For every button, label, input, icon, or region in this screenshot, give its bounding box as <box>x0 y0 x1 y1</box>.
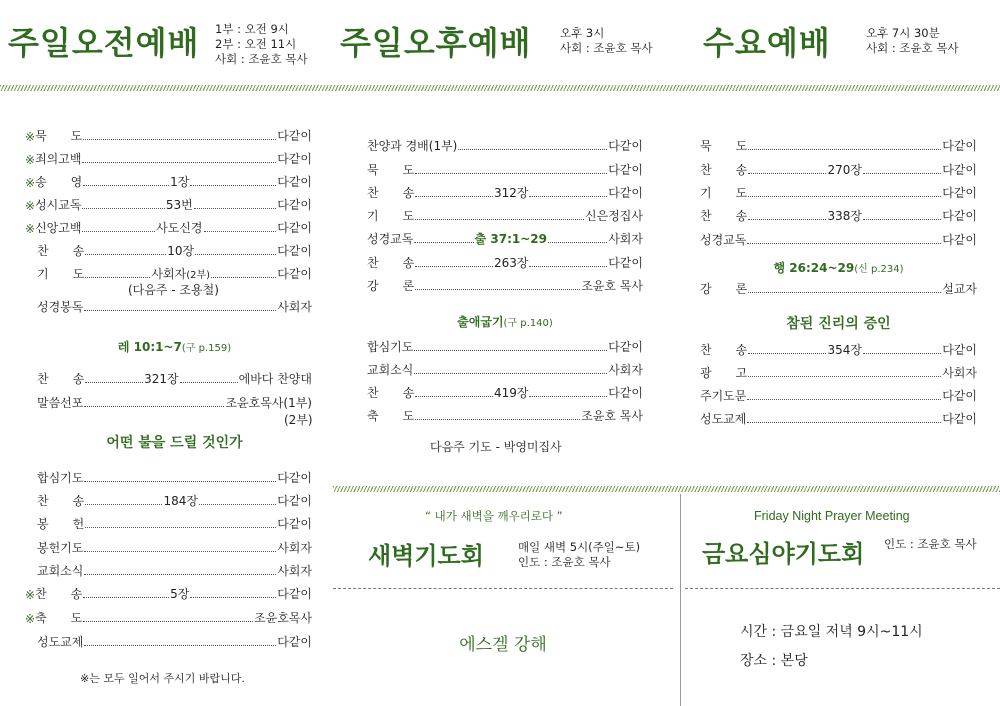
row-label: 묵 도 <box>700 139 748 153</box>
order-row <box>25 586 312 602</box>
row-value: 다같이 <box>608 163 643 177</box>
row-detail: 출 37:1~29 <box>474 232 547 246</box>
row-detail: 312장 <box>493 186 529 200</box>
info-line: 2부 : 오전 11시 <box>215 37 297 51</box>
order-row <box>367 138 643 154</box>
wednesday-sermon-title: 참된 진리의 증인 <box>786 316 891 332</box>
book-page: (구 p.140) <box>503 318 553 329</box>
row-value: 다같이 <box>277 267 313 281</box>
row-label: 성도교제 <box>700 412 747 426</box>
row-label: 찬 송 <box>700 343 748 357</box>
standing-footnote: ※는 모두 일어서 주시기 바랍니다. <box>80 672 245 685</box>
friday-leader: 인도 : 조윤호 목사 <box>884 537 977 551</box>
row-label: 찬 송 <box>35 587 83 601</box>
order-row <box>37 299 312 315</box>
book-name: 출애굽기 <box>457 315 504 329</box>
order-row <box>700 365 977 381</box>
row-label: 강 론 <box>700 282 748 296</box>
row-label: 묵 도 <box>367 163 415 177</box>
order-row <box>700 281 977 297</box>
morning-scripture <box>37 338 312 355</box>
order-row <box>37 395 312 411</box>
row-label: 합심기도 <box>37 471 84 485</box>
row-value: 다같이 <box>277 221 312 235</box>
order-row <box>367 339 643 355</box>
info-line: 사회 : 조윤호 목사 <box>866 41 959 55</box>
row-label: 성경교독 <box>700 233 747 247</box>
order-row <box>37 371 312 387</box>
row-detail-text: 사회자 <box>151 267 187 281</box>
row-value: 조윤호목사(1부) <box>225 396 312 410</box>
row-label: 교회소식 <box>37 564 84 578</box>
info-line: 사회 : 조윤호 목사 <box>215 52 308 66</box>
row-label: 찬 송 <box>700 163 748 177</box>
order-row <box>700 342 977 358</box>
wednesday-service-info <box>866 26 959 56</box>
stand-mark: ※ <box>25 612 36 626</box>
row-label: 기 도 <box>700 186 748 200</box>
order-row <box>37 266 312 282</box>
row-value: 사회자 <box>277 564 312 578</box>
row-label: 성도교제 <box>37 635 84 649</box>
order-row <box>700 388 977 404</box>
morning-service-title: 주일오전예배 <box>8 24 200 62</box>
row-label: 축 도 <box>35 611 83 625</box>
row-value: 설교자 <box>942 282 977 296</box>
row-value: 조윤호 목사 <box>581 279 643 293</box>
order-row <box>367 185 643 201</box>
row-value: 다같이 <box>277 244 312 258</box>
row-value: 조윤호 목사 <box>581 409 643 423</box>
row-label: 강 론 <box>367 279 415 293</box>
sermon-note: (2부) <box>284 413 313 427</box>
order-row <box>700 138 977 154</box>
row-value: 다같이 <box>277 129 312 143</box>
row-label: 찬 송 <box>367 186 415 200</box>
order-row <box>367 255 643 271</box>
row-detail: 53번 <box>165 198 193 212</box>
row-detail <box>151 265 210 282</box>
row-value: 사회자 <box>608 363 643 377</box>
order-row <box>37 470 312 486</box>
row-value: 다같이 <box>942 163 977 177</box>
row-value: 사회자 <box>277 541 312 555</box>
row-value: 다같이 <box>608 386 643 400</box>
row-value: 다같이 <box>942 233 977 247</box>
info-line: 인도 : 조윤호 목사 <box>518 555 611 569</box>
row-value: 사회자 <box>942 366 977 380</box>
stand-mark: ※ <box>25 199 36 213</box>
info-line: 사회 : 조윤호 목사 <box>560 41 653 55</box>
lower-vertical-divider <box>680 494 681 706</box>
stand-mark: ※ <box>25 130 36 144</box>
scripture-page: (구 p.159) <box>181 343 232 354</box>
row-detail-small: (2부) <box>186 270 211 281</box>
row-label: 죄의고백 <box>35 152 82 166</box>
row-label: 찬 송 <box>37 372 85 386</box>
order-row <box>367 231 643 247</box>
stand-mark: ※ <box>25 153 36 167</box>
row-value: 다같이 <box>277 494 312 508</box>
row-value: 사회자 <box>608 232 643 246</box>
row-label: 합심기도 <box>367 340 414 354</box>
row-value: 조윤호목사 <box>254 611 312 625</box>
row-value: 다같이 <box>277 517 312 531</box>
prayer-note: (다음주 - 조용철) <box>128 283 219 297</box>
order-row <box>37 563 312 579</box>
row-label: 성시교독 <box>35 198 82 212</box>
order-row <box>25 128 312 144</box>
row-label: 교회소식 <box>367 363 414 377</box>
row-detail: 10장 <box>167 244 195 258</box>
row-label: 찬 송 <box>37 494 85 508</box>
scripture-page: (신 p.234) <box>854 264 904 275</box>
row-value: 다같이 <box>942 139 977 153</box>
row-label: 찬양과 경배(1부) <box>367 139 458 153</box>
info-line: 1부 : 오전 9시 <box>215 22 289 36</box>
scripture-ref: 레 10:1~7 <box>117 340 182 354</box>
order-row <box>37 516 312 532</box>
order-row <box>25 220 312 236</box>
row-detail: 354장 <box>827 343 862 357</box>
order-row <box>25 151 312 167</box>
row-value: 다같이 <box>942 343 977 357</box>
row-label: 광 고 <box>700 366 748 380</box>
row-label: 주기도문 <box>700 389 747 403</box>
order-row <box>700 232 977 248</box>
row-detail: 184장 <box>163 494 198 508</box>
info-line: 오후 3시 <box>560 26 605 40</box>
row-label: 묵 도 <box>35 129 83 143</box>
row-value: 다같이 <box>277 152 312 166</box>
row-value: 다같이 <box>277 175 313 189</box>
afternoon-service-title: 주일오후예배 <box>340 24 532 62</box>
row-label: 말씀선포 <box>37 396 84 410</box>
order-row <box>37 540 312 556</box>
info-line: 오후 7시 30분 <box>866 26 940 40</box>
order-row <box>367 408 643 424</box>
row-value: 다같이 <box>608 139 643 153</box>
row-value: 다같이 <box>942 412 977 426</box>
order-row <box>25 174 312 190</box>
row-label: 기 도 <box>37 267 85 281</box>
row-value: 다같이 <box>608 186 643 200</box>
row-detail: 263장 <box>493 256 529 270</box>
next-week-prayer: 다음주 기도 - 박영미집사 <box>430 440 562 454</box>
row-detail: 270장 <box>827 163 862 177</box>
friday-title: 금요심야기도회 <box>702 540 865 568</box>
stand-mark: ※ <box>25 588 36 602</box>
row-value: 다같이 <box>277 587 313 601</box>
row-detail: 사도신경 <box>156 221 203 235</box>
info-line: 매일 새벽 5시(주일~토) <box>518 540 641 554</box>
row-value: 다같이 <box>608 256 643 270</box>
row-label: 기 도 <box>367 209 415 223</box>
order-row <box>37 493 312 509</box>
order-row <box>700 208 977 224</box>
row-label: 찬 송 <box>700 209 748 223</box>
dawn-dashed-divider <box>333 588 673 589</box>
stand-mark: ※ <box>25 222 36 236</box>
row-detail: 338장 <box>827 209 862 223</box>
order-row <box>367 362 643 378</box>
morning-sermon-title: 어떤 불을 드릴 것인가 <box>106 435 243 451</box>
order-row <box>25 610 312 626</box>
order-row <box>700 185 977 201</box>
row-detail: 5장 <box>170 587 190 601</box>
row-label: 축 도 <box>367 409 415 423</box>
row-value: 에바다 찬양대 <box>238 372 312 386</box>
row-label: 성경봉독 <box>37 300 84 314</box>
scripture-ref: 행 26:24~29 <box>773 261 855 275</box>
order-row <box>367 385 643 401</box>
order-row <box>37 243 312 259</box>
row-detail: 1장 <box>170 175 190 189</box>
dawn-title: 새벽기도회 <box>368 542 484 570</box>
afternoon-section-title <box>367 313 643 330</box>
order-row <box>700 411 977 427</box>
row-detail: 419장 <box>493 386 529 400</box>
row-value: 다같이 <box>942 186 977 200</box>
order-row <box>367 278 643 294</box>
lower-hatch-divider <box>333 486 1000 492</box>
row-detail: 321장 <box>144 372 179 386</box>
row-label: 신앙고백 <box>35 221 82 235</box>
row-label: 찬 송 <box>367 386 415 400</box>
dawn-subject: 에스겔 강해 <box>459 635 547 655</box>
row-value: 사회자 <box>277 300 312 314</box>
dawn-info <box>518 540 640 570</box>
row-value: 다같이 <box>277 471 312 485</box>
morning-order-column <box>0 0 330 706</box>
row-value: 다같이 <box>942 209 977 223</box>
wednesday-service-title: 수요예배 <box>703 24 831 62</box>
dawn-quote: “ 내가 새벽을 깨우리로다 ” <box>425 509 563 523</box>
row-label: 송 영 <box>35 175 83 189</box>
row-value: 신은정집사 <box>585 209 643 223</box>
stand-mark: ※ <box>25 176 36 190</box>
row-label: 봉헌기도 <box>37 541 84 555</box>
row-value: 다같이 <box>277 635 312 649</box>
row-label: 성경교독 <box>367 232 414 246</box>
wednesday-scripture <box>700 259 977 276</box>
row-value: 다같이 <box>277 198 312 212</box>
friday-subtitle: Friday Night Prayer Meeting <box>754 509 910 523</box>
friday-place: 장소 : 본당 <box>740 653 808 669</box>
row-label: 찬 송 <box>37 244 85 258</box>
order-row <box>367 208 643 224</box>
afternoon-service-info <box>560 26 653 56</box>
row-value: 다같이 <box>608 340 643 354</box>
order-row <box>367 162 643 178</box>
order-row <box>25 197 312 213</box>
row-label: 찬 송 <box>367 256 415 270</box>
row-label: 봉 헌 <box>37 517 85 531</box>
row-value: 다같이 <box>942 389 977 403</box>
friday-time: 시간 : 금요일 저녁 9시~11시 <box>740 624 923 640</box>
order-row <box>37 634 312 650</box>
friday-dashed-divider <box>685 588 1000 589</box>
order-row <box>700 162 977 178</box>
